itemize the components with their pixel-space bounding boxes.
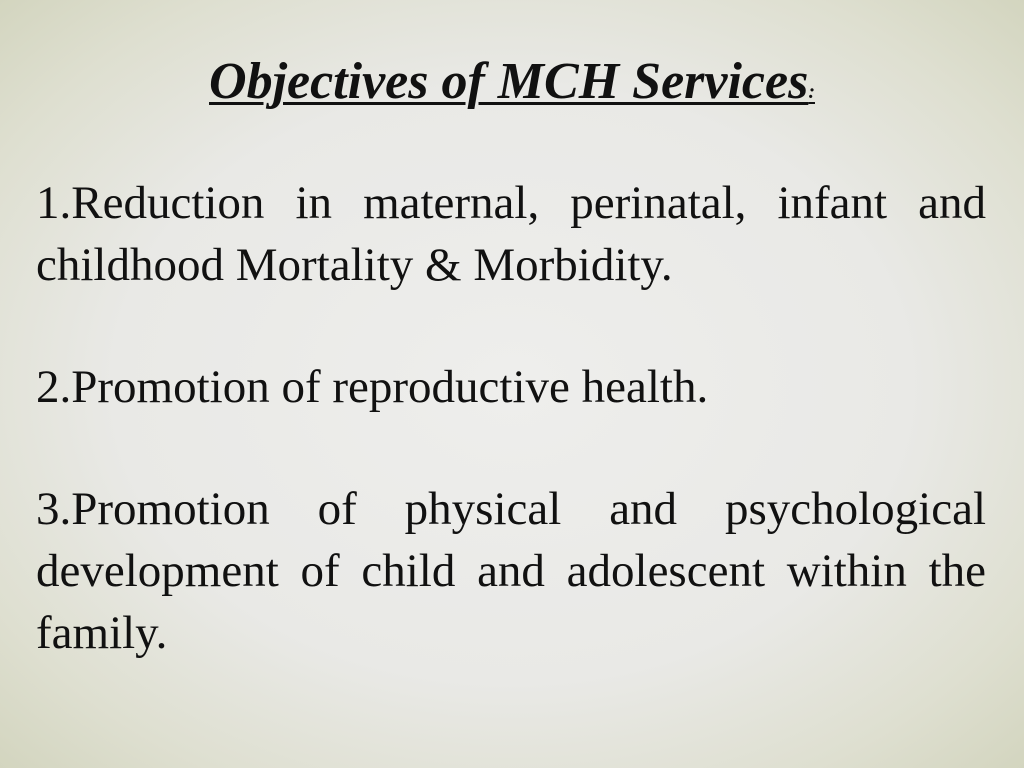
slide-title-text: Objectives of MCH Services xyxy=(209,53,809,110)
slide-title-colon: : xyxy=(808,81,815,103)
slide-title xyxy=(0,52,1024,112)
objective-item: 1.Reduction in maternal, perinatal, infant and childhood Mortality & Morbidity. xyxy=(36,177,986,291)
objective-item: 2.Promotion of reproductive health. xyxy=(36,361,709,413)
objectives-list xyxy=(36,172,986,664)
objective-item: 3.Promotion of physical and psychological development of child and adolescent within the family. xyxy=(36,483,986,659)
